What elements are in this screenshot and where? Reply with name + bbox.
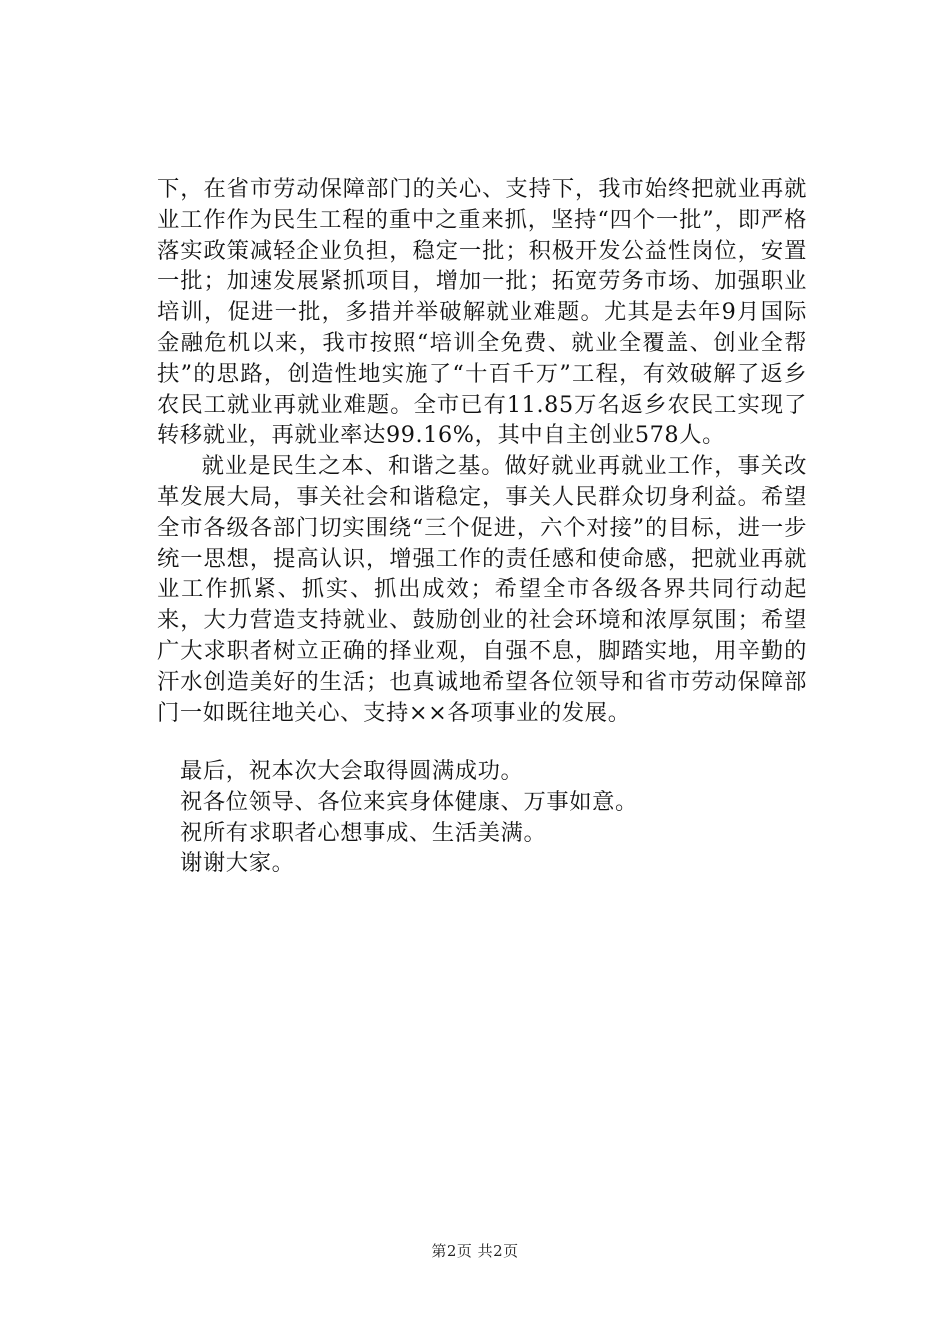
document-body: [157, 174, 807, 728]
closing-remarks: [180, 756, 800, 879]
closing-line-thanks: 谢谢大家。: [180, 850, 295, 877]
closing-line-success: 最后，祝本次大会取得圆满成功。: [180, 758, 524, 784]
paragraph-employment: 就业是民生之本、和谐之基。做好就业再就业工作，事关改革发展大局，事关社会和谐稳定，事关人民群众切身利益。希望全市各级各部门切实围绕“三个促进，六个对接”的目标，进一步统一思想，提高认识，增强工作的责任感和使命感，把就业再就业工作抓紧、抓实、抓出成效；希望全市各级各界共同行动起来，大力营造支持就业、鼓励创业的社会环境和浓厚氛围；希望广大求职者树立正确的择业观，自强不息，脚踏实地，用辛勤的汗水创造美好的生活；也真诚地希望各位领导和省市劳动保障部门一如既往地关心、支持××各项事业的发展。: [157, 453, 807, 726]
closing-line-health: 祝各位领导、各位来宾身体健康、万事如意。: [180, 788, 638, 815]
closing-line-jobseekers: 祝所有求职者心想事成、生活美满。: [180, 819, 547, 846]
page-number-footer: 第2页 共2页: [431, 1242, 519, 1260]
paragraph-continued: 下，在省市劳动保障部门的关心、支持下，我市始终把就业再就业工作作为民生工程的重中之重来抓，坚持“四个一批”，即严格落实政策减轻企业负担，稳定一批；积极开发公益性岗位，安置一批；加速发展紧抓项目，增加一批；拓宽劳务市场、加强职业培训，促进一批，多措并举破解就业难题。尤其是去年9月国际金融危机以来，我市按照“培训全免费、就业全覆盖、创业全帮扶”的思路，创造性地实施了“十百千万”工程，有效破解了返乡农民工就业再就业难题。全市已有11.85万名返乡农民工实现了转移就业，再就业率达99.16%，其中自主创业578人。: [157, 176, 807, 449]
